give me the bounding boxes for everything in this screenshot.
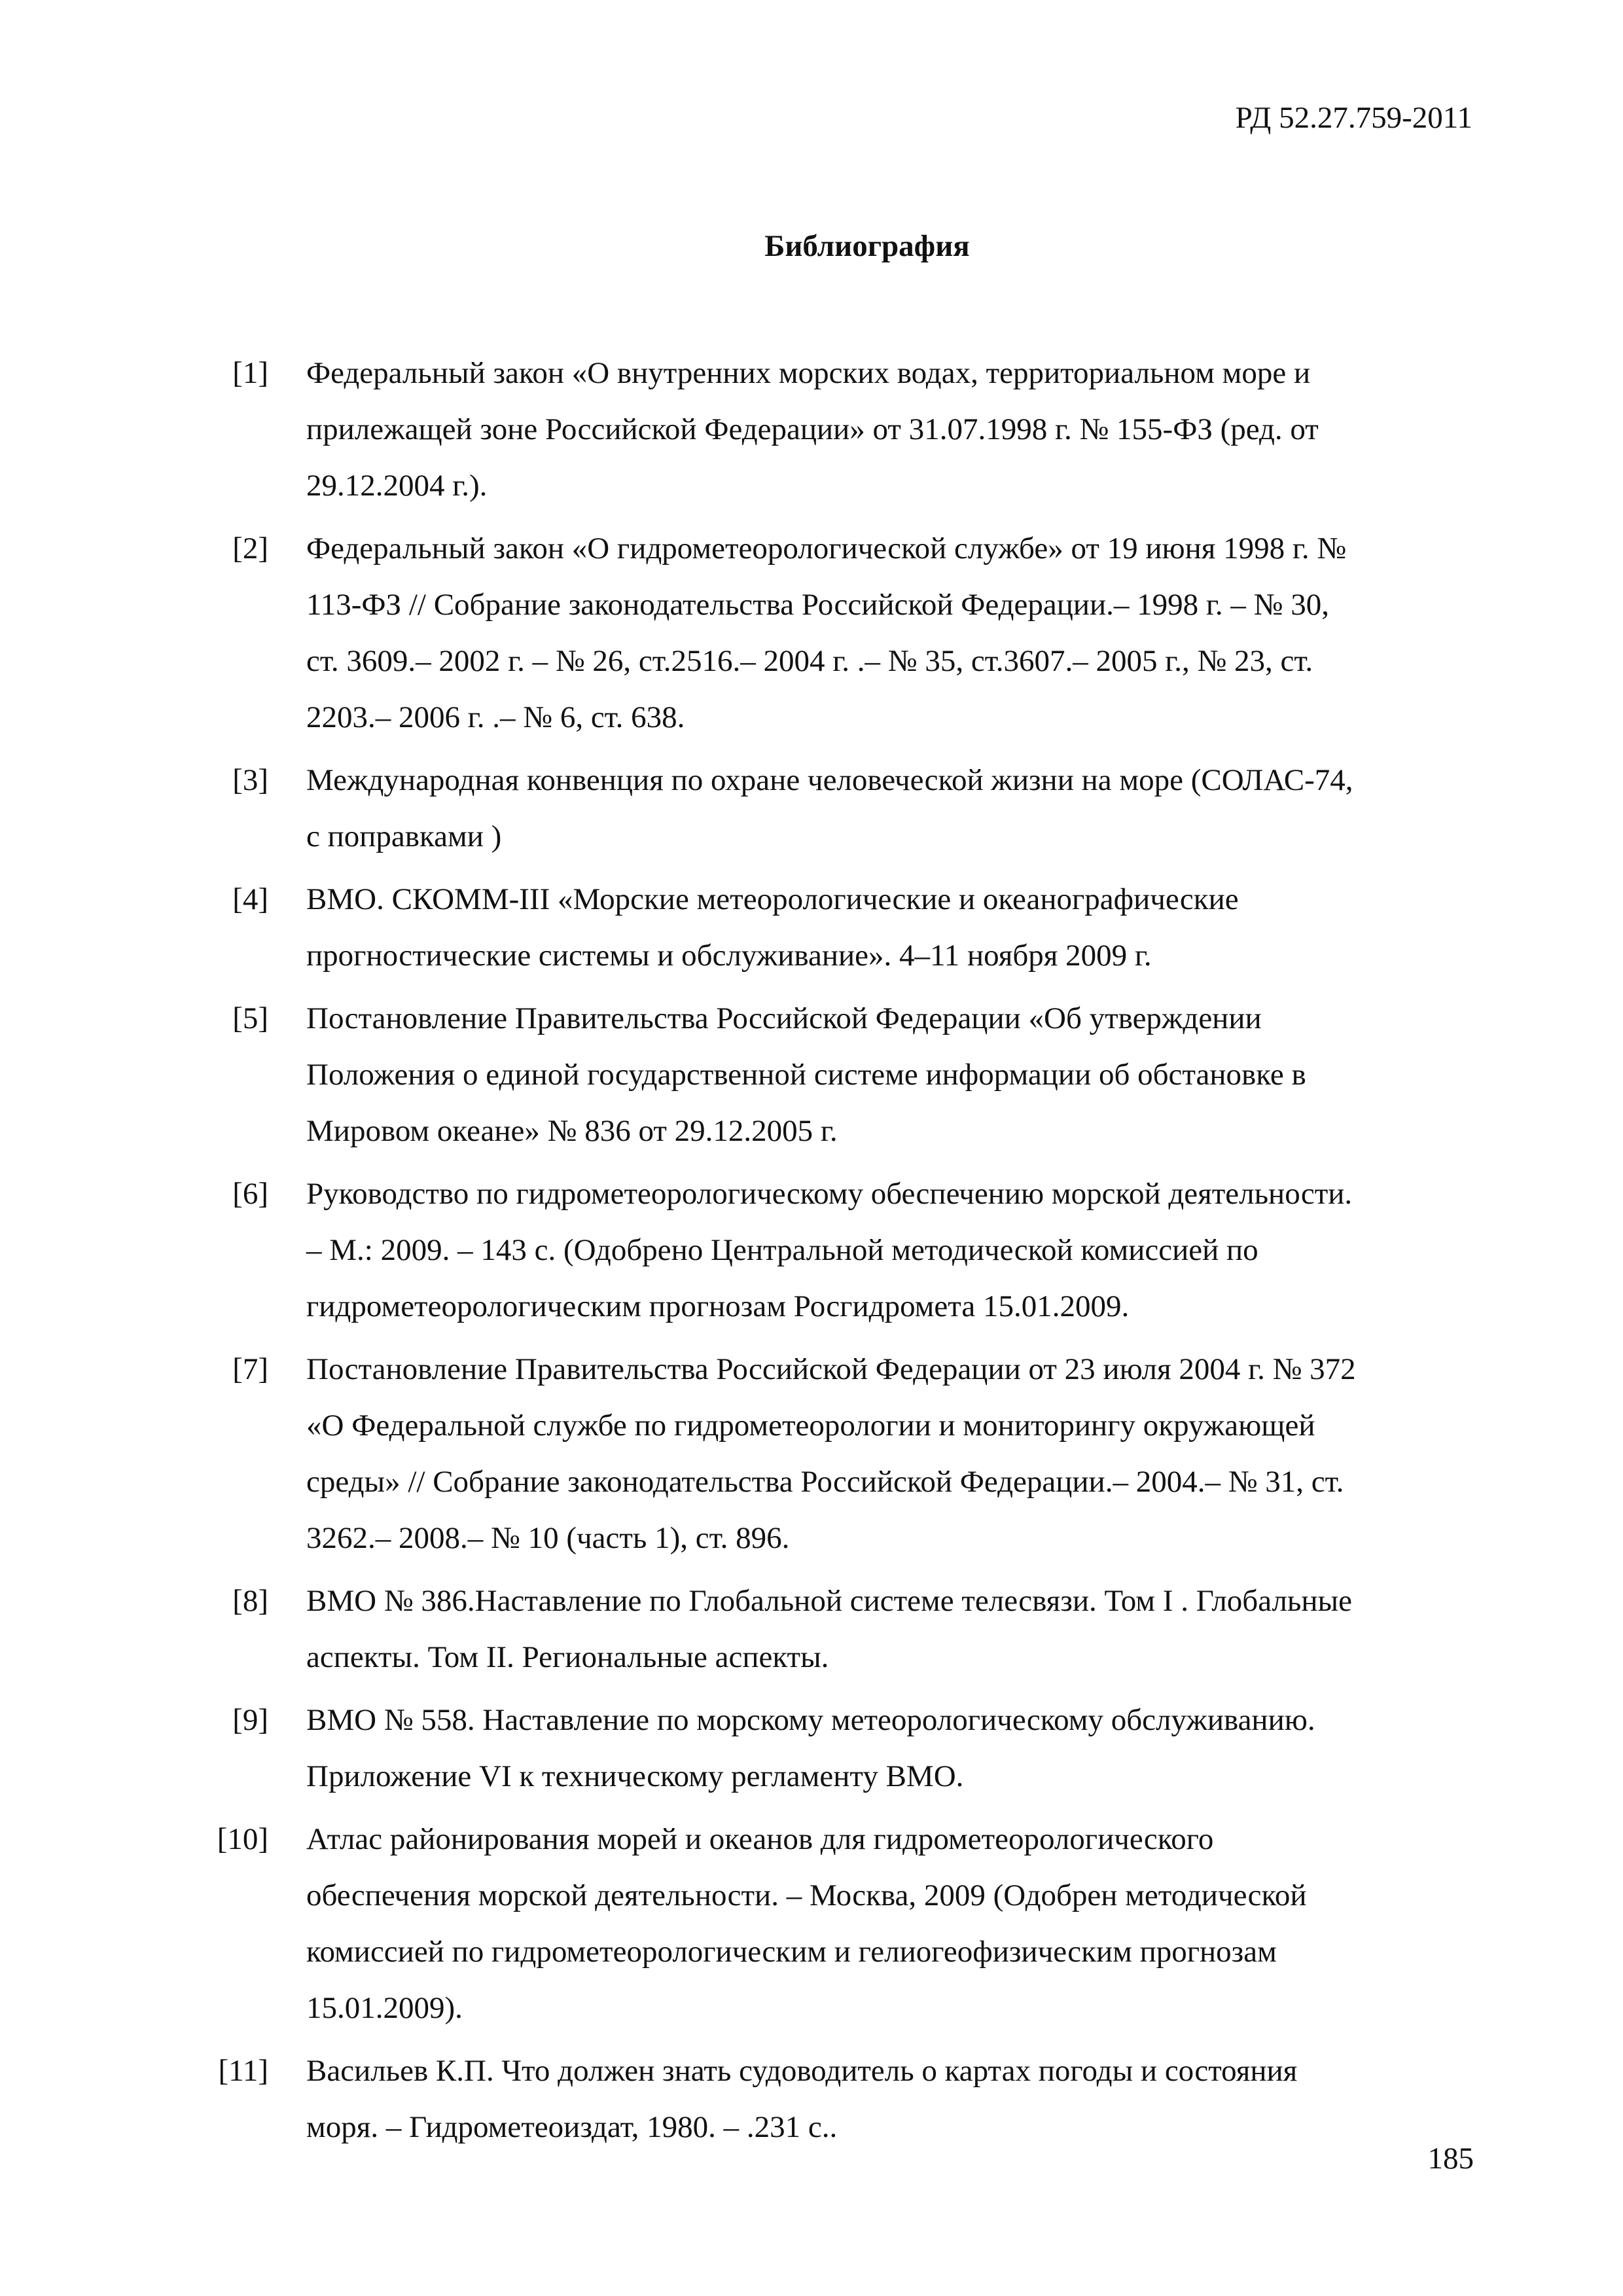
entry-number: [4] [232, 882, 268, 916]
bibliography-entry [0, 520, 1623, 745]
entry-text-line: ст. 3609.– 2002 г. – № 26, ст.2516.– 2004 г. .– № 35, ст.3607.– 2005 г., № 23, ст. [306, 644, 1313, 678]
entry-text-line: «О Федеральной службе по гидрометеорологии и мониторингу окружающей [306, 1408, 1315, 1443]
entry-text-line: Федеральный закон «О гидрометеорологической службе» от 19 июня 1998 г. № [306, 531, 1347, 565]
entry-number: [5] [232, 1001, 268, 1035]
entry-number: [3] [232, 763, 268, 797]
bibliography-entry [0, 1166, 1623, 1335]
bibliography-entry [0, 990, 1623, 1159]
entry-number: [11] [218, 2054, 268, 2088]
bibliography-entry [0, 871, 1623, 984]
entry-text-line: моря. – Гидрометеоиздат, 1980. – .231 с.. [306, 2110, 838, 2144]
entry-number: [7] [232, 1352, 268, 1386]
bibliography-entry [0, 1573, 1623, 1685]
entry-text-line: прилежащей зоне Российской Федерации» от 31.07.1998 г. № 155-ФЗ (ред. от [306, 412, 1319, 446]
bibliography-entry [0, 1692, 1623, 1804]
entry-number: [8] [232, 1584, 268, 1618]
bibliography-list [0, 345, 1623, 2162]
entry-text-line: ВМО № 558. Наставление по морскому метеорологическому обслуживанию. [306, 1703, 1315, 1737]
bibliography-entry [0, 1811, 1623, 2036]
document-code: РД 52.27.759-2011 [1235, 101, 1472, 135]
entry-text-line: 2203.– 2006 г. .– № 6, ст. 638. [306, 700, 685, 734]
entry-number: [1] [232, 356, 268, 390]
entry-number: [10] [217, 1822, 268, 1856]
entry-text-line: обеспечения морской деятельности. – Москва, 2009 (Одобрен методической [306, 1878, 1307, 1912]
entry-text-line: – М.: 2009. – 143 с. (Одобрено Центральной методической комиссией по [306, 1233, 1258, 1267]
entry-text-line: гидрометеорологическим прогнозам Росгидромета 15.01.2009. [306, 1289, 1130, 1323]
entry-text-line: аспекты. Том II. Региональные аспекты. [306, 1640, 829, 1674]
page-title: Библиография [764, 229, 970, 263]
entry-text-line: прогностические системы и обслуживание». 4–11 ноября 2009 г. [306, 939, 1152, 973]
entry-text-line: Приложение VI к техническому регламенту ВМО. [306, 1759, 964, 1793]
entry-text-line: Руководство по гидрометеорологическому обеспечению морской деятельности. [306, 1177, 1353, 1211]
entry-number: [2] [232, 531, 268, 565]
entry-text-line: 15.01.2009). [306, 1991, 463, 2025]
entry-text-line: Международная конвенция по охране человеческой жизни на море (СОЛАС-74, [306, 763, 1353, 797]
bibliography-entry [0, 1341, 1623, 1566]
page-number: 185 [1427, 2142, 1474, 2176]
entry-text-line: ВМО. СКОММ-III «Морские метеорологические и океанографические [306, 882, 1239, 916]
entry-text-line: среды» // Собрание законодательства Российской Федерации.– 2004.– № 31, ст. [306, 1465, 1344, 1499]
bibliography-entry [0, 752, 1623, 865]
entry-text-line: Васильев К.П. Что должен знать судоводитель о картах погоды и состояния [306, 2054, 1298, 2088]
entry-number: [6] [232, 1177, 268, 1211]
entry-text-line: Постановление Правительства Российской Федерации «Об утверждении [306, 1001, 1262, 1035]
bibliography-entry [0, 2043, 1623, 2155]
entry-text-line: комиссией по гидрометеорологическим и гелиогеофизическим прогнозам [306, 1935, 1277, 1969]
entry-text-line: Положения о единой государственной системе информации об обстановке в [306, 1058, 1306, 1092]
entry-text-line: ВМО № 386.Наставление по Глобальной системе телесвязи. Том I . Глобальные [306, 1584, 1352, 1618]
entry-number: [9] [232, 1703, 268, 1737]
entry-text-line: 113-ФЗ // Собрание законодательства Российской Федерации.– 1998 г. – № 30, [306, 588, 1330, 622]
entry-text-line: Постановление Правительства Российской Федерации от 23 июля 2004 г. № 372 [306, 1352, 1356, 1386]
entry-text-line: 3262.– 2008.– № 10 (часть 1), ст. 896. [306, 1521, 790, 1555]
entry-text-line: Федеральный закон «О внутренних морских водах, территориальном море и [306, 356, 1311, 390]
entry-text-line: 29.12.2004 г.). [306, 469, 488, 503]
bibliography-entry [0, 345, 1623, 514]
entry-text-line: Мировом океане» № 836 от 29.12.2005 г. [306, 1114, 838, 1148]
entry-text-line: с поправками ) [306, 819, 502, 853]
entry-text-line: Атлас районирования морей и океанов для гидрометеорологического [306, 1822, 1214, 1856]
